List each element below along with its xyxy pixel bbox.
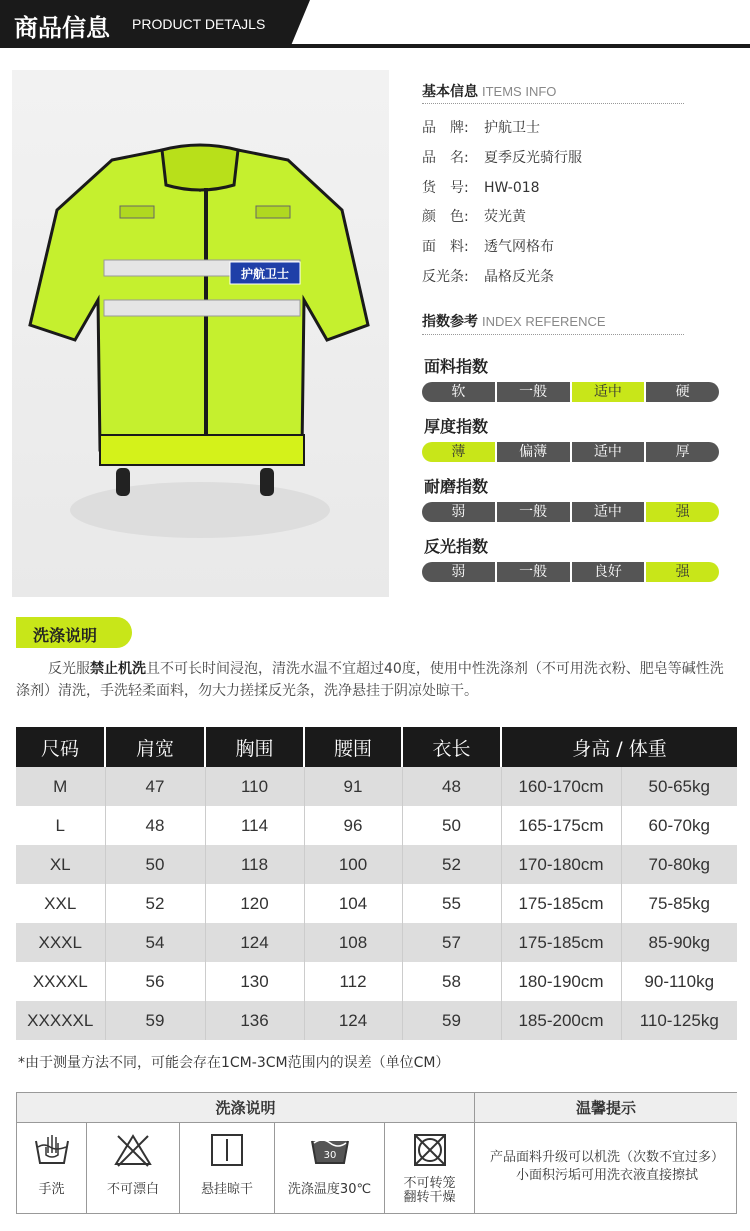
index-option: 薄	[422, 442, 495, 462]
vest-badge-text: 护航卫士	[240, 267, 290, 281]
care-label: 悬挂晾干	[200, 1182, 253, 1197]
index-ref-title: 指数参考 INDEX REFERENCE	[422, 314, 606, 330]
index-group-title: 耐磨指数	[424, 477, 489, 496]
table-cell: 50-65kg	[621, 767, 737, 806]
index-option: 适中	[572, 502, 645, 522]
table-cell: 47	[105, 767, 205, 806]
table-cell: 100	[304, 845, 402, 884]
info-row: 反光条: 晶格反光条	[422, 269, 554, 285]
wash-temp-value: 30	[323, 1150, 336, 1161]
table-cell: 58	[402, 962, 501, 1001]
index-option: 一般	[497, 382, 570, 402]
table-cell: 185-200cm	[501, 1001, 621, 1040]
care-cell-hand-wash	[17, 1123, 87, 1213]
table-header-cell: 身高 / 体重	[501, 727, 737, 767]
table-cell: 170-180cm	[501, 845, 621, 884]
table-cell: 130	[205, 962, 304, 1001]
measurement-note: *由于测量方法不同，可能会存在1CM-3CM范围内的误差（单位CM）	[18, 1055, 450, 1071]
size-table	[16, 727, 737, 1040]
table-row	[16, 806, 737, 845]
table-cell: 175-185cm	[501, 923, 621, 962]
product-image	[12, 70, 389, 597]
index-option: 弱	[422, 562, 495, 582]
care-cell-hang-dry	[180, 1123, 275, 1213]
header-title-cn: 商品信息	[14, 14, 110, 42]
table-cell: 136	[205, 1001, 304, 1040]
index-option: 一般	[497, 502, 570, 522]
table-cell: 52	[402, 845, 501, 884]
table-cell: 160-170cm	[501, 767, 621, 806]
index-scale	[422, 442, 719, 462]
table-header-cell: 胸围	[205, 727, 304, 767]
table-cell: 90-110kg	[621, 962, 737, 1001]
washing-tag: 洗涤说明	[16, 617, 132, 648]
table-cell: 50	[402, 806, 501, 845]
table-cell: 50	[105, 845, 205, 884]
table-cell: 175-185cm	[501, 884, 621, 923]
table-cell: 118	[205, 845, 304, 884]
table-cell: 85-90kg	[621, 923, 737, 962]
care-label: 洗涤温度30℃	[287, 1182, 372, 1197]
index-option: 弱	[422, 502, 495, 522]
section-header	[0, 0, 750, 48]
table-cell: 52	[105, 884, 205, 923]
wash-30-icon	[310, 1133, 350, 1165]
table-cell: 60-70kg	[621, 806, 737, 845]
info-row: 货 号: HW-018	[422, 180, 540, 196]
basic-info-title: 基本信息 ITEMS INFO	[422, 84, 557, 100]
divider	[422, 103, 684, 104]
table-cell: 108	[304, 923, 402, 962]
table-cell: 55	[402, 884, 501, 923]
table-cell: 54	[105, 923, 205, 962]
table-row	[16, 845, 737, 884]
table-header-cell: 肩宽	[105, 727, 205, 767]
index-option: 适中	[572, 442, 645, 462]
table-cell: 124	[304, 1001, 402, 1040]
care-label: 不可转笼 翻转干燥	[403, 1176, 456, 1205]
table-cell: 165-175cm	[501, 806, 621, 845]
table-row	[16, 923, 737, 962]
table-header-row	[16, 727, 737, 767]
no-bleach-icon	[113, 1133, 153, 1167]
index-group-title: 反光指数	[424, 537, 489, 556]
table-cell: 91	[304, 767, 402, 806]
table-cell: 56	[105, 962, 205, 1001]
index-option: 硬	[646, 382, 719, 402]
table-row	[16, 1001, 737, 1040]
info-row: 面 料: 透气网格布	[422, 239, 554, 255]
index-option: 一般	[497, 562, 570, 582]
index-option: 适中	[572, 382, 645, 402]
washing-text: 反光服禁止机洗且不可长时间浸泡，清洗水温不宜超过40度，使用中性洗涤剂（不可用洗衣粉、肥皂等碱性洗涤剂）清洗，手洗轻柔面料，勿大力搓揉反光条，洗净悬挂于阴凉处晾干。	[16, 661, 724, 699]
care-title-right: 温馨提示	[475, 1093, 737, 1123]
header-title-en: PRODUCT DETAJLS	[132, 16, 266, 32]
no-tumble-dry-icon	[413, 1133, 447, 1167]
index-option: 强	[646, 562, 719, 582]
care-title-left: 洗涤说明	[17, 1093, 475, 1123]
hand-wash-icon	[34, 1133, 70, 1167]
table-cell: 59	[105, 1001, 205, 1040]
table-cell: XXXL	[16, 923, 105, 962]
care-label: 不可漂白	[106, 1182, 159, 1197]
info-row: 品 牌: 护航卫士	[422, 120, 540, 136]
table-cell: XXXXXL	[16, 1001, 105, 1040]
table-cell: XXL	[44, 893, 77, 913]
hang-dry-icon	[210, 1133, 244, 1167]
table-cell: 120	[205, 884, 304, 923]
index-scale	[422, 382, 719, 402]
index-option: 偏薄	[497, 442, 570, 462]
index-scale	[422, 502, 719, 522]
table-cell: XXXXL	[32, 971, 88, 991]
table-cell: XL	[16, 845, 105, 884]
index-option: 厚	[646, 442, 719, 462]
index-group-title: 厚度指数	[424, 417, 489, 436]
index-option: 软	[422, 382, 495, 402]
table-cell: 57	[402, 923, 501, 962]
care-table	[16, 1092, 737, 1214]
index-option: 良好	[572, 562, 645, 582]
table-cell: 48	[402, 767, 501, 806]
divider	[422, 334, 684, 335]
info-row: 品 名: 夏季反光骑行服	[422, 150, 582, 166]
table-header-cell: 腰围	[304, 727, 402, 767]
table-cell: 96	[304, 806, 402, 845]
table-header-cell: 尺码	[16, 727, 105, 767]
table-cell: M	[16, 767, 105, 806]
table-cell: 75-85kg	[621, 884, 737, 923]
info-row: 颜 色: 荧光黄	[422, 209, 526, 225]
care-cell-no-tumble	[385, 1123, 475, 1213]
table-cell: L	[55, 815, 65, 835]
table-cell: 110-125kg	[621, 1001, 737, 1040]
table-cell: 70-80kg	[621, 845, 737, 884]
table-cell: 59	[402, 1001, 501, 1040]
table-row	[16, 884, 737, 923]
care-tip: 产品面料升级可以机洗（次数不宜过多）小面积污垢可用洗衣液直接擦拭	[489, 1150, 724, 1183]
care-label: 手洗	[38, 1182, 65, 1197]
table-cell: 114	[205, 806, 304, 845]
index-option: 强	[646, 502, 719, 522]
care-cell-wash-temp	[275, 1123, 385, 1213]
table-cell: 48	[105, 806, 205, 845]
table-row	[16, 767, 737, 806]
table-cell: 180-190cm	[501, 962, 621, 1001]
index-group-title: 面料指数	[424, 357, 489, 376]
table-cell: 124	[205, 923, 304, 962]
table-cell: 112	[304, 962, 402, 1001]
table-header-cell: 衣长	[402, 727, 501, 767]
table-cell: 110	[205, 767, 304, 806]
index-scale	[422, 562, 719, 582]
care-cell-no-bleach	[87, 1123, 180, 1213]
table-cell: 104	[304, 884, 402, 923]
table-row	[16, 962, 737, 1001]
